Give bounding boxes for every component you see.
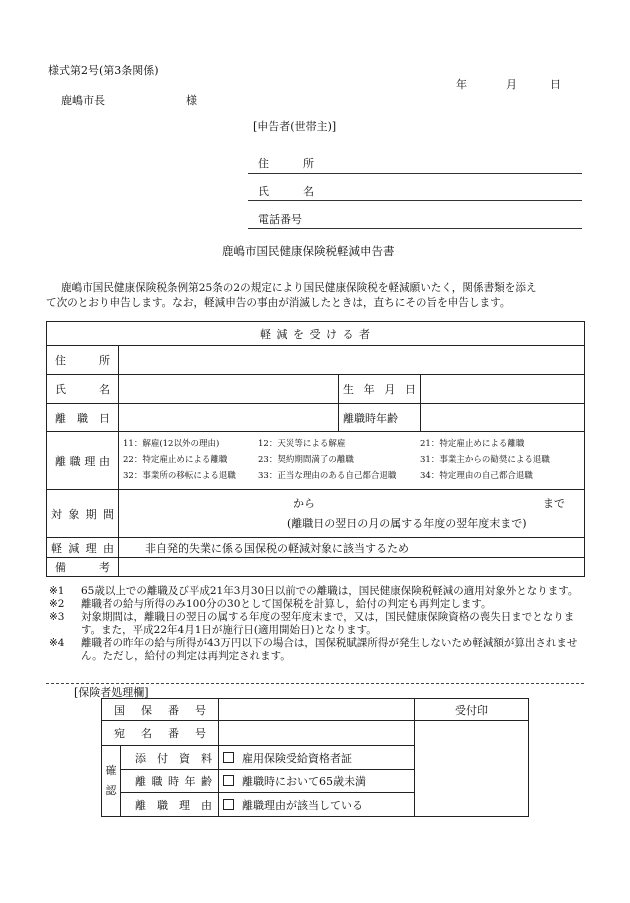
birthdate-label: 生 年 月 日 [339, 375, 421, 404]
note-4: ※4 離職者の昨年の給与所得が43万円以下の場合は，国保税賦課所得が発生しないため軽減額が算出されません。ただし，給付の判定は再判定されます。 [49, 637, 578, 662]
reason-33[interactable]: 33：正当な理由のある自己都合退職 [258, 471, 397, 481]
checkbox-icon[interactable] [223, 775, 234, 786]
confirm-label: 確 認 [102, 746, 121, 817]
checkbox-icon[interactable] [223, 752, 234, 763]
birthdate-field[interactable] [421, 375, 585, 404]
retire-reason-check-label: 離 職 理 由 [121, 793, 219, 817]
applicant-name-label: 氏 名 [258, 185, 314, 198]
reduction-table [46, 321, 585, 577]
retire-date-field[interactable] [119, 404, 339, 432]
reason-11[interactable]: 11：解雇(12以外の理由) [123, 439, 220, 449]
retire-age-check-label: 離 職 時 年 齢 [121, 770, 219, 793]
insurer-table [101, 698, 529, 817]
note-1: ※1 65歳以上での離職及び平成21年3月30日以前での離職は，国民健康保険税軽減の適用対象外となります。 [49, 585, 579, 597]
table-header: 軽 減 を 受 け る 者 [47, 322, 585, 346]
note-3: ※3 対象期間は，離職日の翌日の属する年度の翌年度末まで，又は，国民健康保険資格の喪失日までとなります。また，平成22年4月1日が施行日(適用開始日)となります。 [49, 611, 575, 636]
applicant-heading: [申告者(世帯主)] [253, 120, 337, 133]
retire-reason-check[interactable]: 離職理由が該当している [219, 793, 415, 817]
period-label: 対 象 期 間 [47, 490, 119, 538]
remarks-label: 備 考 [47, 558, 119, 577]
retire-reason-options[interactable] [119, 432, 585, 490]
period-to: まで [543, 497, 565, 510]
reduction-reason-label: 軽 減 理 由 [47, 538, 119, 558]
date-day: 日 [550, 78, 561, 91]
intro-line-1: 鹿嶋市国民健康保険税条例第25条の2の規定により国民健康保険税を軽減願いたく，関係書類を添え [61, 282, 537, 294]
applicant-address-label: 住 所 [258, 157, 314, 170]
date-year: 年 [456, 78, 467, 91]
insurance-no-label: 国 保 番 号 [102, 699, 219, 721]
attachment-label: 添 付 資 料 [121, 746, 219, 770]
note-2: ※2 離職者の給与所得のみ100分の30として国保税を計算し，給付の判定も再判定します。 [49, 598, 492, 610]
retire-date-label: 離 職 日 [47, 404, 119, 432]
insurance-no-field[interactable] [219, 699, 415, 721]
honorific: 様 [186, 94, 197, 107]
attachment-check[interactable]: 雇用保険受給資格者証 [219, 746, 415, 770]
retire-age-field[interactable] [421, 404, 585, 432]
form-number: 様式第2号(第3条関係) [48, 64, 159, 77]
address-line [248, 173, 582, 174]
name-label: 氏 名 [47, 375, 119, 404]
notes [49, 585, 584, 663]
reason-31[interactable]: 31：事業主からの勧奨による退職 [420, 455, 550, 465]
reason-23[interactable]: 23：契約期間満了の離職 [258, 455, 354, 465]
reduction-reason-value: 非自発的失業に係る国保税の軽減対象に該当するため [119, 538, 585, 558]
insurer-heading: [保険者処理欄] [74, 686, 149, 699]
period-from: から [293, 497, 315, 510]
intro-line-2: て次のとおり申告します。なお，軽減申告の事由が消滅したときは，直ちにその旨を申告します。 [46, 297, 511, 309]
reason-34[interactable]: 34：特定理由の自己都合退職 [420, 471, 533, 481]
retire-reason-label: 離 職 理 由 [47, 432, 119, 490]
remarks-field[interactable] [119, 558, 585, 577]
receipt-stamp-label: 受付印 [415, 699, 529, 721]
retire-age-check[interactable]: 離職時において65歳未満 [219, 770, 415, 793]
retire-age-label: 離職時年齢 [339, 404, 421, 432]
reason-32[interactable]: 32：事業所の移転による退職 [123, 471, 236, 481]
applicant-phone-label: 電話番号 [258, 213, 302, 226]
address-field[interactable] [119, 346, 585, 375]
addressee-no-field[interactable] [219, 721, 415, 746]
reason-12[interactable]: 12：天災等による解雇 [258, 439, 346, 449]
period-note: (離職日の翌日の月の属する年度の翌年度末まで) [287, 517, 527, 530]
receipt-stamp-area [415, 721, 529, 817]
addressee-no-label: 宛 名 番 号 [102, 721, 219, 746]
reason-21[interactable]: 21：特定雇止めによる離職 [420, 439, 525, 449]
phone-line [248, 228, 582, 229]
address-label: 住 所 [47, 346, 119, 375]
name-field[interactable] [119, 375, 339, 404]
name-line [248, 200, 582, 201]
addressee: 鹿嶋市長 [61, 94, 105, 107]
reason-22[interactable]: 22：特定雇止めによる離職 [123, 455, 228, 465]
checkbox-icon[interactable] [223, 799, 234, 810]
date-month: 月 [506, 78, 517, 91]
period-field[interactable] [119, 490, 585, 538]
document-title: 鹿嶋市国民健康保険税軽減申告書 [222, 244, 395, 258]
